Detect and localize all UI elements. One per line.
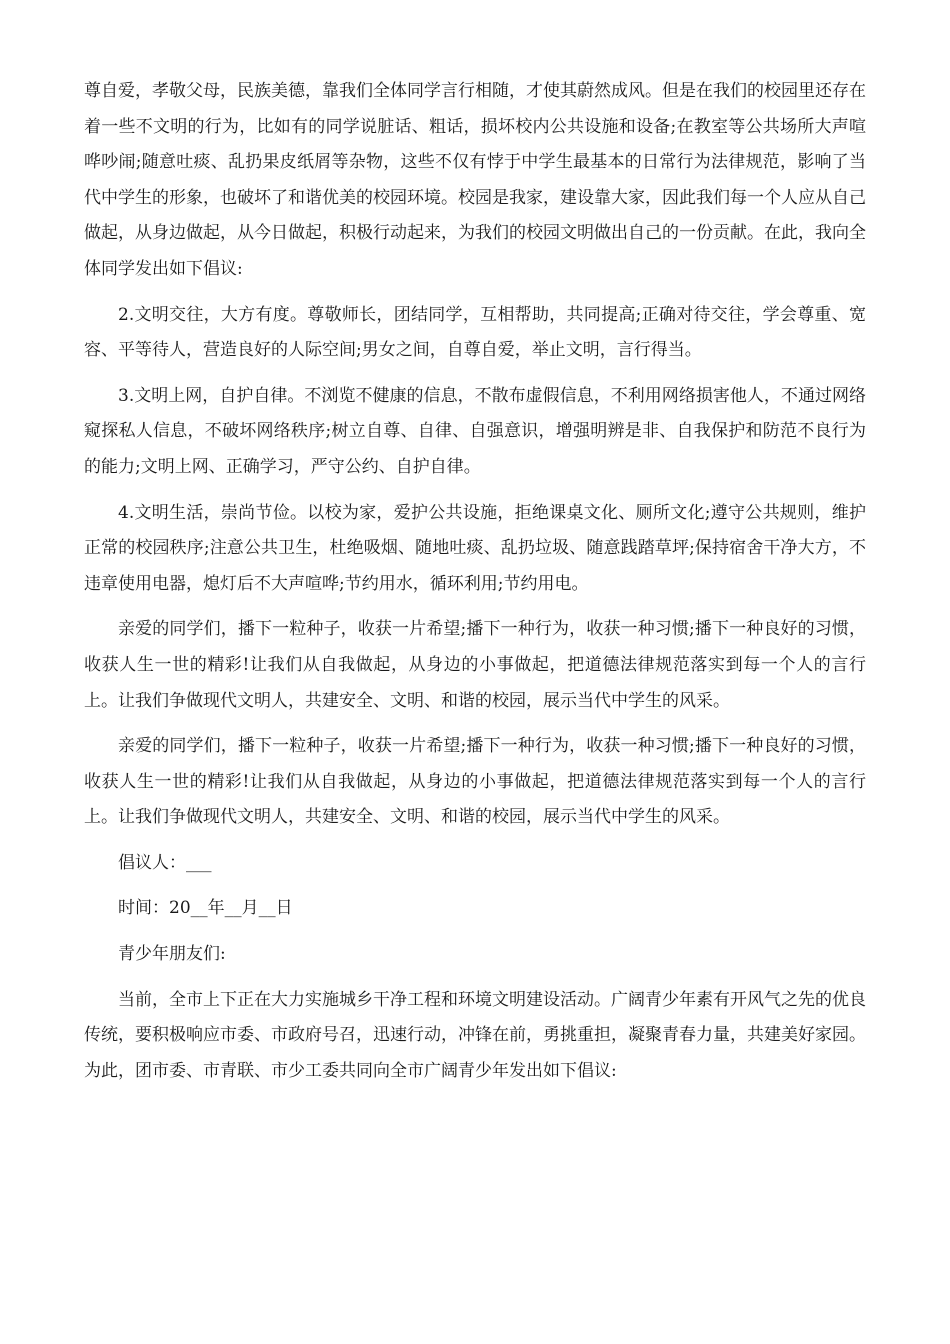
proposer-line: 倡议人：___ [118, 852, 212, 873]
item-2-paragraph: 2.文明交往，大方有度。尊敬师长，团结同学，互相帮助，共同提高;正确对待交往，学会尊重、宽容、平等待人，营造良好的人际空间;男女之间，自尊自爱，举止文明，言行得当。 [84, 304, 866, 361]
intro-paragraph: 尊自爱，孝敬父母，民族美德，靠我们全体同学言行相随，才使其蔚然成风。但是在我们的校园里还存在着一些不文明的行为，比如有的同学说脏话、粗话，损坏校内公共设施和设备;在教室等公共场所大声喧哗吵闹;随意吐痰、乱扔果皮纸屑等杂物，这些不仅有悖于中学生最基本的日常行为法律规范，影响了当代中学生的形象，也破坏了和谐优美的校园环境。校园是我家，建设靠大家，因此我们每一个人应从自己做起，从身边做起，从今日做起，积极行动起来，为我们的校园文明做出自己的一份贡献。在此，我向全体同学发出如下倡议: [84, 81, 866, 279]
closing-paragraph-2: 亲爱的同学们，播下一粒种子，收获一片希望;播下一种行为，收获一种习惯;播下一种良好的习惯，收获人生一世的精彩!让我们从自我做起，从身边的小事做起，把道德法律规范落实到每一个人的言行上。让我们争做现代文明人，共建安全、文明、和谐的校园，展示当代中学生的风采。 [84, 736, 866, 828]
item-4-paragraph: 4.文明生活，崇尚节俭。以校为家，爱护公共设施，拒绝课桌文化、厕所文化;遵守公共规则，维护正常的校园秩序;注意公共卫生，杜绝吸烟、随地吐痰、乱扔垃圾、随意践踏草坪;保持宿舍干净大方，不违章使用电器，熄灯后不大声喧哗;节约用水，循环利用;节约用电。 [84, 502, 866, 594]
second-letter-paragraph: 当前，全市上下正在大力实施城乡干净工程和环境文明建设活动。广阔青少年素有开风气之先的优良传统，要积极响应市委、市政府号召，迅速行动，冲锋在前，勇挑重担，凝聚青春力量，共建美好家园。为此，团市委、市青联、市少工委共同向全市广阔青少年发出如下倡议: [84, 989, 866, 1081]
salutation-line: 青少年朋友们: [118, 944, 226, 965]
closing-paragraph-1: 亲爱的同学们，播下一粒种子，收获一片希望;播下一种行为，收获一种习惯;播下一种良好的习惯，收获人生一世的精彩!让我们从自我做起，从身边的小事做起，把道德法律规范落实到每一个人的言行上。让我们争做现代文明人，共建安全、文明、和谐的校园，展示当代中学生的风采。 [84, 619, 866, 711]
date-line: 时间：20__年__月__日 [118, 898, 293, 919]
item-3-paragraph: 3.文明上网，自护自律。不浏览不健康的信息，不散布虚假信息，不利用网络损害他人，不通过网络窥探私人信息，不破坏网络秩序;树立自尊、自律、自强意识，增强明辨是非、自我保护和防范不良行为的能力;文明上网、正确学习，严守公约、自护自律。 [84, 385, 866, 477]
